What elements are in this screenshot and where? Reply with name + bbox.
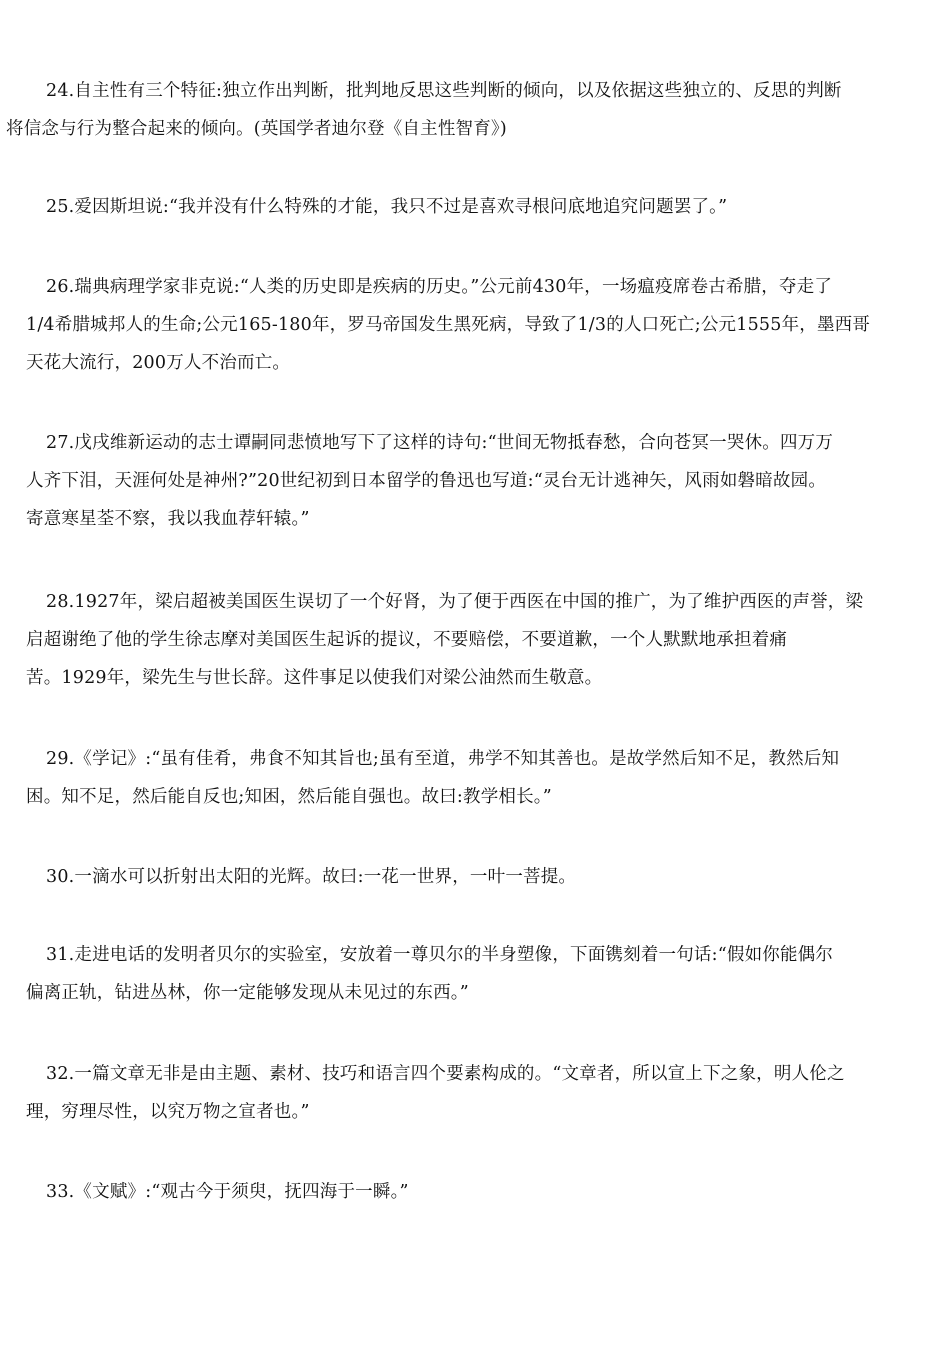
paragraph-line: 26.瑞典病理学家非克说:“人类的历史即是疾病的历史。”公元前430年，一场瘟疫席卷古希腊，夺走了 bbox=[46, 277, 833, 297]
paragraph-26 bbox=[26, 268, 920, 382]
paragraph-line: 33.《文赋》:“观古今于须臾，抚四海于一瞬。” bbox=[46, 1182, 409, 1202]
paragraph-line: 困。知不足，然后能自反也;知困，然后能自强也。故曰:教学相长。” bbox=[26, 787, 552, 807]
paragraph-line: 人齐下泪，天涯何处是神州?”20世纪初到日本留学的鲁迅也写道:“灵台无计逃神矢，风雨如磐暗故园。 bbox=[26, 471, 827, 491]
paragraph-line: 偏离正轨，钻进丛林，你一定能够发现从未见过的东西。” bbox=[26, 983, 469, 1003]
paragraph-line: 启超谢绝了他的学生徐志摩对美国医生起诉的提议，不要赔偿，不要道歉，一个人默默地承担着痛 bbox=[26, 630, 788, 650]
paragraph-30 bbox=[26, 858, 920, 896]
paragraph-line: 25.爱因斯坦说:“我并没有什么特殊的才能，我只不过是喜欢寻根问底地追究问题罢了。” bbox=[46, 197, 728, 217]
paragraph-line: 31.走进电话的发明者贝尔的实验室，安放着一尊贝尔的半身塑像，下面镌刻着一句话:“假如你能偶尔 bbox=[46, 945, 834, 965]
paragraph-line: 32.一篇文章无非是由主题、素材、技巧和语言四个要素构成的。“文章者，所以宣上下之象，明人伦之 bbox=[46, 1064, 845, 1084]
paragraph-line: 苦。1929年，梁先生与世长辞。这件事足以使我们对梁公油然而生敬意。 bbox=[26, 668, 603, 688]
paragraph-line: 寄意寒星荃不察，我以我血荐轩辕。” bbox=[26, 509, 310, 529]
paragraph-24 bbox=[6, 72, 920, 148]
paragraph-31 bbox=[26, 936, 920, 1012]
paragraph-line: 28.1927年，梁启超被美国医生误切了一个好肾，为了便于西医在中国的推广，为了维护西医的声誉，梁 bbox=[46, 592, 864, 612]
paragraph-29 bbox=[26, 740, 920, 816]
paragraph-line: 理，穷理尽性，以究万物之宣者也。” bbox=[26, 1102, 310, 1122]
paragraph-25 bbox=[26, 188, 920, 226]
paragraph-line: 27.戊戌维新运动的志士谭嗣同悲愤地写下了这样的诗句:“世间无物抵春愁，合向苍冥一哭休。四万万 bbox=[46, 433, 834, 453]
paragraph-line: 天花大流行，200万人不治而亡。 bbox=[26, 353, 291, 373]
paragraph-line: 24.自主性有三个特征:独立作出判断，批判地反思这些判断的倾向，以及依据这些独立的、反思的判断 bbox=[46, 81, 842, 101]
paragraph-line: 1/4希腊城邦人的生命;公元165-180年，罗马帝国发生黑死病，导致了1/3的人口死亡;公元1555年，墨西哥 bbox=[26, 315, 871, 335]
paragraph-33 bbox=[26, 1173, 920, 1211]
paragraph-line: 30.一滴水可以折射出太阳的光辉。故曰:一花一世界，一叶一菩提。 bbox=[46, 867, 577, 887]
paragraph-line: 将信念与行为整合起来的倾向。(英国学者迪尔登《自主性智育》) bbox=[6, 119, 507, 139]
paragraph-32 bbox=[26, 1055, 920, 1131]
paragraph-27 bbox=[26, 424, 920, 538]
paragraph-line: 29.《学记》:“虽有佳肴，弗食不知其旨也;虽有至道，弗学不知其善也。是故学然后知不足，教然后知 bbox=[46, 749, 840, 769]
paragraph-28 bbox=[26, 583, 920, 697]
